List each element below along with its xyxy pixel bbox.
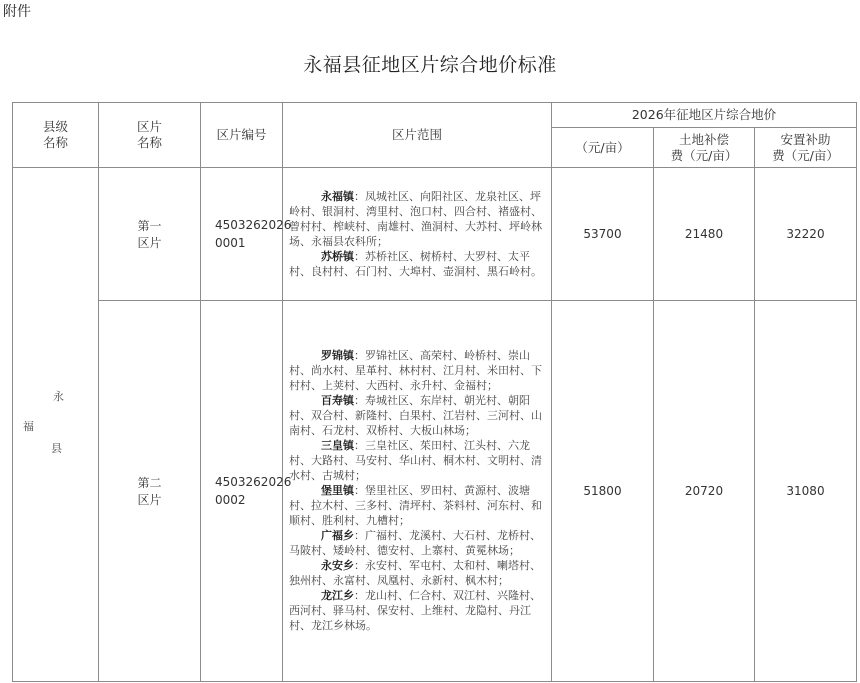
- text-line: 费（元/亩）: [670, 147, 738, 163]
- land-price-table: [12, 102, 857, 682]
- header-county: [13, 103, 99, 168]
- town-areas: ：广福村、龙溪村、大石村、龙桥村、马陂村、矮岭村、德安村、上寨村、黄冕林场；: [289, 529, 541, 557]
- town-areas: ：三皇社区、茱田村、江头村、六龙村、大路村、马安村、华山村、桐木村、文明村、清水村、古城村；: [289, 439, 542, 482]
- text-line: 安置补助: [780, 131, 831, 147]
- town-areas: ：寿城社区、东岸村、朝光村、朝阳村、双合村、新隆村、白果村、江岩村、三河村、山南村、石龙村、双桥村、大板山林场；: [289, 394, 542, 437]
- town-areas: ：龙山村、仁合村、双江村、兴隆村、西河村、驿马村、保安村、上维村、龙隐村、丹江村、龙江乡林场。: [289, 589, 541, 632]
- zone-code: 4503262026 0001: [201, 168, 283, 301]
- price-value: 51800: [552, 301, 654, 682]
- text-line: 区片: [137, 493, 162, 507]
- town-entry: [289, 393, 545, 438]
- county-cell: [13, 168, 99, 682]
- town-entry: [289, 348, 545, 393]
- town-name: 堡里镇: [321, 484, 354, 497]
- land-comp-value: 21480: [654, 168, 755, 301]
- town-entry: [289, 483, 545, 528]
- town-entry: [289, 438, 545, 483]
- town-areas: ：堡里社区、罗田村、黄源村、波塘村、拉木村、三多村、清坪村、茶料村、河东村、和顺村、胜利村、九槽村；: [289, 484, 542, 527]
- page-title: 永福县征地区片综合地价标准: [303, 54, 557, 76]
- text-line: 区片: [136, 119, 162, 134]
- land-comp-value: 20720: [654, 301, 755, 682]
- text-line: 区片: [137, 236, 162, 250]
- zone-name: [99, 301, 201, 682]
- table-row: [13, 168, 857, 301]
- town-name: 罗锦镇: [321, 349, 354, 362]
- zone-range: [283, 301, 552, 682]
- town-name: 广福乡: [321, 529, 354, 542]
- town-areas: ：凤城社区、向阳社区、龙泉社区、坪岭村、银洞村、湾里村、泡口村、四合村、褚盛村、曾村村、榨峡村、南雄村、渔洞村、大苏村、坪岭林场、永福县农科所；: [289, 189, 542, 248]
- county-char-3: 县: [51, 442, 62, 455]
- header-land-comp: [654, 128, 755, 168]
- town-entry: [289, 558, 545, 588]
- zone-name: [99, 168, 201, 301]
- town-areas: ：永安村、军屯村、太和村、喇塔村、独州村、永富村、凤凰村、永新村、枫木村；: [289, 559, 541, 587]
- zone-code: 4503262026 0002: [201, 301, 283, 682]
- town-areas: ：苏桥社区、树桥村、大罗村、太平村、良村村、石门村、大埠村、壶洞村、黑石岭村。: [289, 249, 542, 278]
- resettle-value: 32220: [755, 168, 857, 301]
- resettle-value: 31080: [755, 301, 857, 682]
- town-entry: [289, 249, 545, 279]
- town-name: 苏桥镇: [321, 249, 354, 263]
- county-char-2: 福: [23, 420, 34, 433]
- text-line: 费（元/亩）: [772, 147, 839, 163]
- table-row: [13, 301, 857, 682]
- text-line: 土地补偿: [678, 131, 729, 147]
- text-line: 名称: [42, 135, 68, 150]
- town-name: 永安乡: [321, 559, 354, 572]
- town-name: 百寿镇: [321, 394, 354, 407]
- header-code: 区片编号: [201, 103, 283, 168]
- header-price: （元/亩）: [552, 128, 654, 168]
- county-char-1: 永: [53, 390, 64, 403]
- town-name: 龙江乡: [321, 589, 354, 602]
- header-resettle: [755, 128, 857, 168]
- town-entry: [289, 189, 545, 249]
- text-line: 第一: [137, 219, 162, 233]
- attachment-label: 附件: [3, 4, 31, 20]
- text-line: 第二: [137, 476, 162, 490]
- town-entry: [289, 588, 545, 633]
- zone-range: [283, 168, 552, 301]
- town-name: 永福镇: [321, 189, 354, 203]
- header-range: 区片范围: [283, 103, 552, 168]
- town-entry: [289, 528, 545, 558]
- text-line: 县级: [42, 119, 68, 134]
- header-zone: [99, 103, 201, 168]
- price-value: 53700: [552, 168, 654, 301]
- text-line: 名称: [136, 135, 162, 150]
- town-areas: ：罗锦社区、高荣村、岭桥村、崇山村、尚水村、星革村、林村村、江月村、米田村、下村村、上荚村、大西村、永升村、金福村；: [289, 349, 542, 392]
- town-name: 三皇镇: [321, 439, 354, 452]
- header-price-group: 2026年征地区片综合地价: [552, 103, 857, 128]
